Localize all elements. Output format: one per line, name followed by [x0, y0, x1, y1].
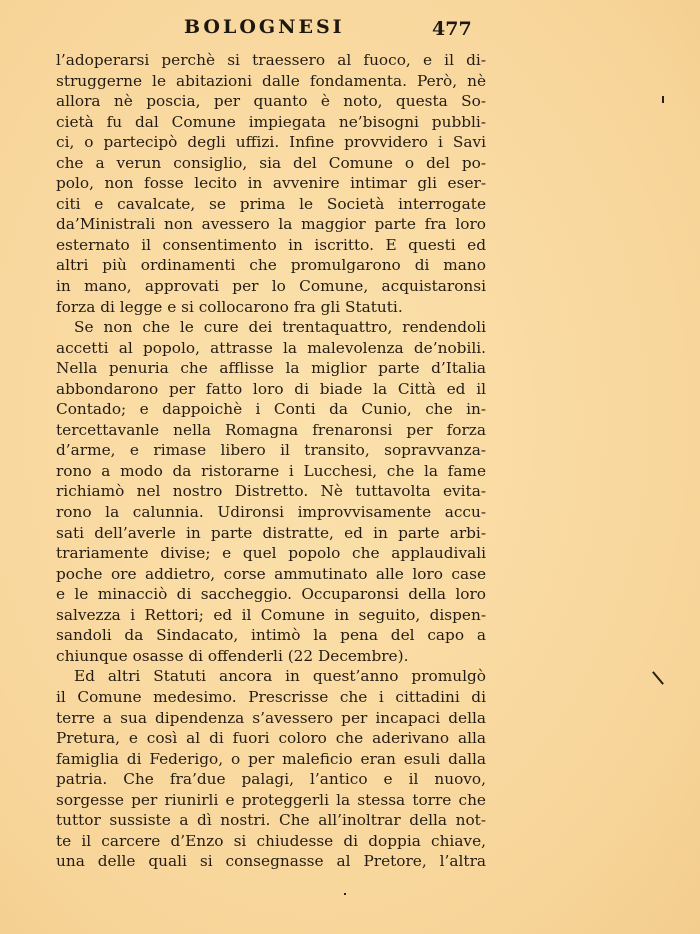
text-line: d’arme, e rimase libero il transito, sopravvanza- — [56, 441, 486, 460]
text-line: rono a modo da ristorarne i Lucchesi, che la fame — [56, 461, 486, 480]
text-line: sati dell’averle in parte distratte, ed in parte arbi- — [56, 523, 486, 542]
text-line: Ed altri Statuti ancora in quest’anno promulgò — [74, 667, 486, 686]
text-line: rono la calunnia. Udironsi improvvisamente accu- — [56, 503, 486, 522]
text-line: sorgesse per riunirli e proteggerli la stessa torre che — [56, 790, 486, 809]
text-line: abbondarono per fatto loro di biade la Città ed il — [56, 379, 486, 398]
text-line: patria. Che fra’due palagi, l’antico e il nuovo, — [56, 770, 486, 789]
text-line: Contado; e dappoichè i Conti da Cunio, che in- — [56, 400, 486, 419]
text-line: chiunque osasse di offenderli (22 Decembre). — [56, 646, 409, 665]
text-line: l’adoperarsi perchè si traessero al fuoco, e il di- — [56, 51, 486, 69]
text-line: che a verun consiglio, sia del Comune o del po- — [56, 153, 486, 172]
text-line: salvezza i Rettori; ed il Comune in seguito, dispen- — [56, 605, 486, 624]
ink-speck — [662, 96, 664, 103]
text-line: Nella penuria che afflisse la miglior parte d’Italia — [56, 359, 486, 378]
text-line: trariamente divise; e quel popolo che applaudivali — [56, 544, 486, 563]
ink-speck — [344, 893, 346, 895]
text-line: struggerne le abitazioni dalle fondamenta. Però, nè — [56, 71, 486, 90]
body-text — [56, 50, 486, 872]
text-line: cietà fu dal Comune impiegata ne’bisogni pubbli- — [56, 112, 486, 131]
text-line: polo, non fosse lecito in avvenire intimar gli eser- — [56, 174, 486, 193]
ink-stroke — [652, 671, 664, 685]
text-line: poche ore addietro, corse ammutinato alle loro case — [56, 564, 486, 583]
running-head: BOLOGNESI — [184, 16, 345, 38]
text-line: altri più ordinamenti che promulgarono di mano — [56, 256, 486, 275]
text-line: tercettavanle nella Romagna frenaronsi per forza — [56, 420, 486, 439]
text-line: richiamò nel nostro Distretto. Nè tuttavolta evita- — [56, 482, 486, 501]
text-line: e le minacciò di saccheggio. Occuparonsi della loro — [56, 585, 486, 604]
text-line: Se non che le cure dei trentaquattro, rendendoli — [74, 318, 486, 337]
text-line: te il carcere d’Enzo si chiudesse di doppia chiave, — [56, 831, 486, 850]
text-line: allora nè poscia, per quanto è noto, questa So- — [56, 92, 486, 111]
page-header — [0, 14, 700, 44]
text-line: citi e cavalcate, se prima le Società interrogate — [56, 194, 486, 213]
text-line: da’Ministrali non avessero la maggior parte fra loro — [56, 215, 486, 234]
text-line: ci, o partecipò degli uffizi. Infine provvidero i Savi — [56, 133, 486, 152]
text-line: il Comune medesimo. Prescrisse che i cittadini di — [56, 687, 486, 706]
page-number: 477 — [432, 18, 472, 40]
text-line: esternato il consentimento in iscritto. E questi ed — [56, 235, 486, 254]
text-line: in mano, approvati per lo Comune, acquistaronsi — [56, 277, 486, 296]
text-line: terre a sua dipendenza s’avessero per incapaci della — [56, 708, 486, 727]
text-line: famiglia di Federigo, o per maleficio eran esuli dalla — [56, 749, 486, 768]
text-line: forza di legge e si collocarono fra gli Statuti. — [56, 297, 403, 316]
text-line: tuttor sussiste a dì nostri. Che all’inoltrar della not- — [56, 811, 486, 830]
text-line: Pretura, e così al di fuori coloro che aderivano alla — [56, 729, 486, 748]
text-line: accetti al popolo, attrasse la malevolenza de’nobili. — [56, 338, 486, 357]
text-line: sandoli da Sindacato, intimò la pena del capo a — [56, 626, 486, 645]
text-line: una delle quali si consegnasse al Pretore, l’altra — [56, 852, 486, 871]
